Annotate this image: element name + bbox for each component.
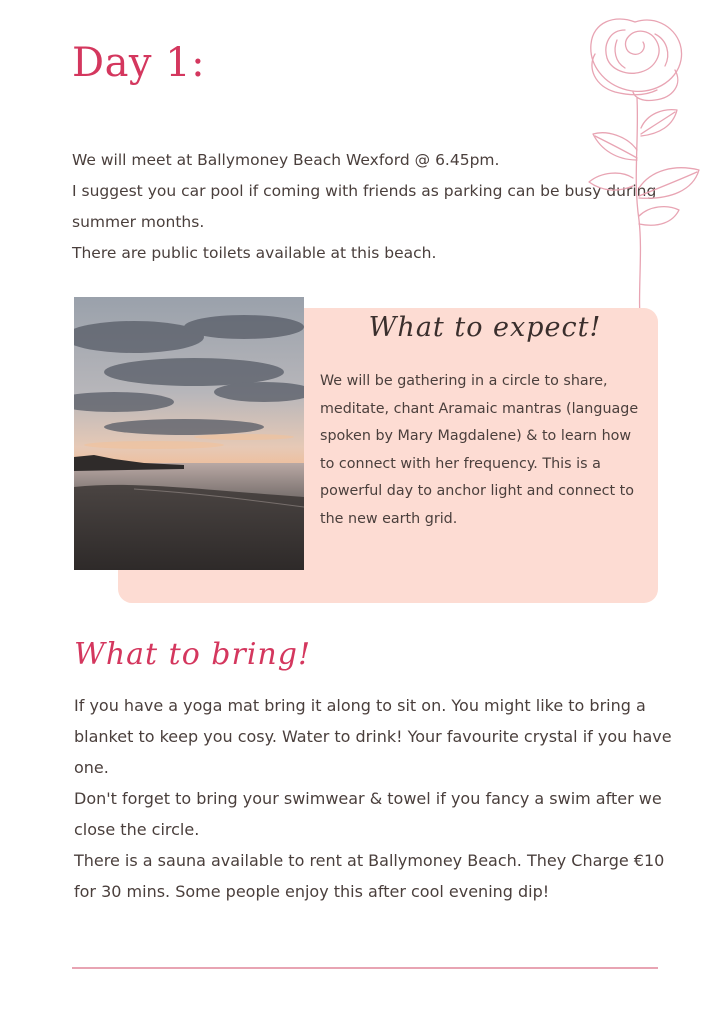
footer-divider — [72, 967, 658, 969]
intro-line: There are public toilets available at this beach. — [72, 244, 437, 262]
page-title: Day 1: — [72, 40, 206, 86]
bring-paragraph: There is a sauna available to rent at Ballymoney Beach. They Charge €10 for 30 mins. Some people enjoy this after cool evening dip! — [74, 851, 665, 901]
intro-line: We will meet at Ballymoney Beach Wexford @ 6.45pm. — [72, 151, 500, 169]
expect-heading: What to expect! — [368, 312, 602, 343]
expect-text: We will be gathering in a circle to share, meditate, chant Aramaic mantras (language spoken by Mary Magdalene) & to learn how to connect with her frequency. This is a powerful day to anchor light and connect to the new earth grid. — [320, 373, 639, 527]
intro-line: I suggest you car pool if coming with friends as parking can be busy during summer months. — [72, 182, 657, 231]
bring-paragraph: Don't forget to bring your swimwear & towel if you fancy a swim after we close the circle. — [74, 789, 662, 839]
beach-sunset-photo — [74, 297, 304, 570]
rose-line-art-icon — [555, 10, 715, 340]
expect-body — [320, 368, 645, 533]
bring-heading: What to bring! — [74, 637, 312, 672]
bring-paragraph: If you have a yoga mat bring it along to sit on. You might like to bring a blanket to keep you cosy. Water to drink! Your favourite crystal if you have one. — [74, 696, 672, 777]
bring-body — [74, 690, 684, 907]
